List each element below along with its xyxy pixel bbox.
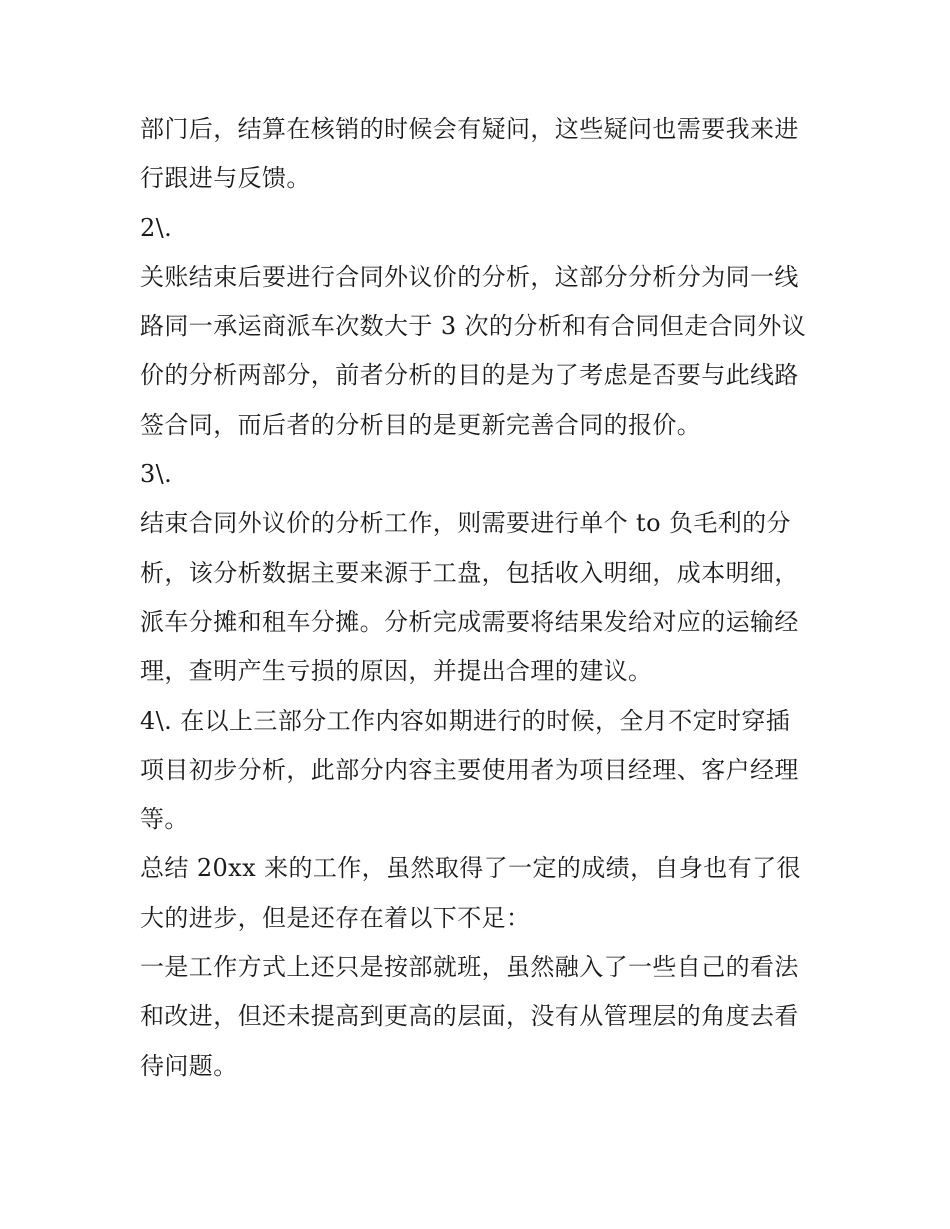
- text-line: 大的进步，但是还存在着以下不足：: [140, 903, 531, 932]
- text-line: 结束合同外议价的分析工作，则需要进行单个 to 负毛利的分: [140, 509, 791, 538]
- text-line: 路同一承运商派车次数大于 3 次的分析和有合同但走合同外议: [140, 312, 807, 341]
- text-line: 部门后，结算在核销的时候会有疑问，这些疑问也需要我来进: [140, 115, 799, 143]
- text-line: 价的分析两部分，前者分析的目的是为了考虑是否要与此线路: [140, 361, 799, 390]
- text-line: 析，该分析数据主要来源于工盘，包括收入明细，成本明细，: [140, 558, 799, 587]
- text-line: 等。: [140, 805, 189, 834]
- section-number: 3\.: [140, 460, 173, 489]
- text-line: 签合同，而后者的分析目的是更新完善合同的报价。: [140, 410, 702, 439]
- text-line: 理，查明产生亏损的原因，并提出合理的建议。: [140, 657, 653, 686]
- text-line: 4\. 在以上三部分工作内容如期进行的时候，全月不定时穿插: [140, 706, 791, 735]
- section-number: 2\.: [140, 213, 173, 242]
- text-line: 和改进，但还未提高到更高的层面，没有从管理层的角度去看: [140, 1002, 799, 1031]
- text-line: 总结 20xx 来的工作，虽然取得了一定的成绩，自身也有了很: [140, 854, 801, 883]
- text-line: 一是工作方式上还只是按部就班，虽然融入了一些自己的看法: [140, 953, 799, 982]
- text-line: 项目初步分析，此部分内容主要使用者为项目经理、客户经理: [140, 755, 799, 784]
- text-line: 待问题。: [140, 1051, 238, 1080]
- text-line: 行跟进与反馈。: [140, 164, 311, 193]
- document-body: [140, 105, 820, 1091]
- text-line: 关账结束后要进行合同外议价的分析，这部分分析分为同一线: [140, 262, 799, 291]
- text-line: 派车分摊和租车分摊。分析完成需要将结果发给对应的运输经: [140, 607, 799, 636]
